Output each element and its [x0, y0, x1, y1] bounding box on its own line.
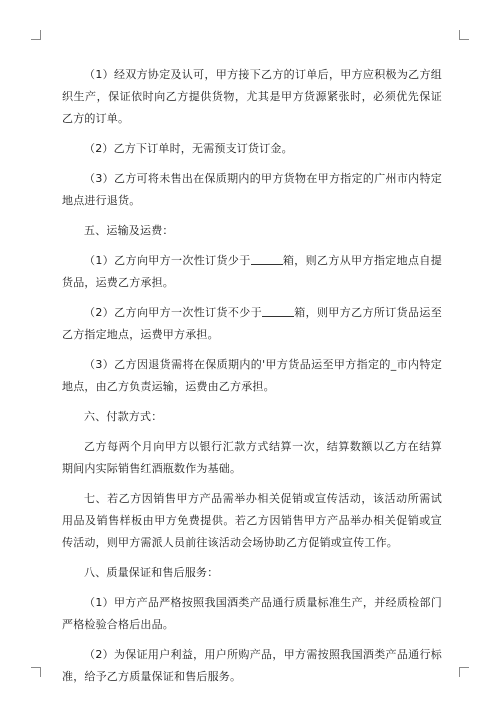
fill-in-blank: [262, 304, 294, 317]
text-segment: （2）乙方向甲方一次性订货不少于: [84, 306, 263, 319]
crop-mark-bottom-left: [31, 667, 41, 677]
section-heading-payment: 六、付款方式：: [84, 410, 163, 423]
section-heading-transport: 五、运输及运费：: [84, 224, 174, 237]
text-segment: 箱，则甲方乙方所订货品运至乙方指定地点，运费甲方承担。: [62, 306, 442, 341]
paragraph-return-transport: （3）乙方因退货需将在保质期内的'甲方货品运至甲方指定的_市内特定地点，由乙方负责运输，运费由乙方承担。: [62, 358, 442, 393]
document-body: [62, 64, 442, 696]
section-heading-quality: 八、质量保证和售后服务：: [84, 566, 219, 579]
paragraph-after-sales: （2）为保证用户利益，用户所购产品，甲方需按照我国酒类产品通行标准，给予乙方质量保证和售后服务。: [62, 648, 442, 683]
text-segment: （1）乙方向甲方一次性订货少于: [84, 254, 251, 267]
crop-mark-bottom-right: [459, 667, 469, 677]
paragraph-promotion: 七、若乙方因销售甲方产品需举办相关促销或宣传活动，该活动所需试用品及销售样板由甲方免费提供。若乙方因销售甲方产品举办相关促销或宣传活动，则甲方需派人员前往该活动会场协助乙方促销或宣传工作。: [62, 492, 442, 549]
paragraph-no-deposit: （2）乙方下订单时，无需预支订货订金。: [84, 142, 293, 155]
paragraph-returns: （3）乙方可将未售出在保质期内的甲方货物在甲方指定的广州市内特定地点进行退货。: [62, 172, 442, 207]
crop-mark-top-left: [31, 30, 41, 40]
paragraph-order-guarantee: （1）经双方协定及认可，甲方接下乙方的订单后，甲方应积极为乙方组织生产，保证依时向乙方提供货物，尤其是甲方货源紧张时，必须优先保证乙方的订单。: [62, 68, 442, 125]
paragraph-quality-standard: （1）甲方产品严格按照我国酒类产品通行质量标准生产，并经质检部门严格检验合格后出品。: [62, 596, 442, 631]
paragraph-payment: 乙方每两个月向甲方以银行汇款方式结算一次，结算数额以乙方在结算期间内实际销售红酒瓶数作为基础。: [62, 440, 442, 475]
fill-in-blank: [251, 252, 283, 265]
crop-mark-top-right: [459, 30, 469, 40]
paragraph-transport-large-order: [62, 302, 442, 346]
text-segment: 箱，则乙方从甲方指定地点自提货品，运费乙方承担。: [62, 254, 442, 289]
paragraph-transport-small-order: [62, 250, 442, 294]
